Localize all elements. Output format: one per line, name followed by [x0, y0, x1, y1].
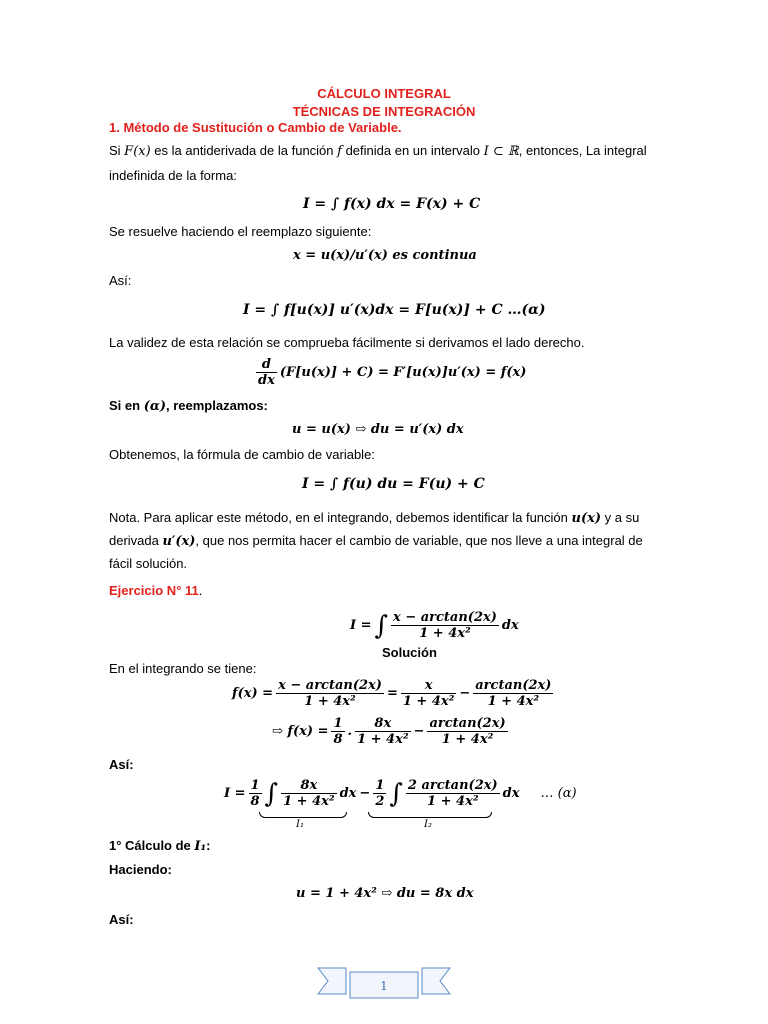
nota-text-1b: y a su	[601, 510, 640, 525]
intro-text-d: , entonces, La integral	[518, 143, 647, 158]
fx2-frac-1: $\frac{8x}{\text{1 + 4x²}}$	[357, 716, 409, 747]
exercise-heading	[109, 583, 202, 598]
nota-line-3: fácil solución.	[109, 556, 188, 571]
label-I2: I₂	[424, 819, 432, 830]
fx-decomposition: f(x) = $\frac{x - \arctan(2x)}{\text{1 + 4x²}}$ = $\frac{x}{\text{1 + 4x²}}$ − $\frac{\arctan(2x)}{\text{1 + 4x²}}$	[232, 678, 552, 709]
fx-frac-2: $\frac{x}{\text{1 + 4x²}}$	[402, 678, 455, 709]
page-subtitle: TÉCNICAS DE INTEGRACIÓN	[292, 104, 476, 119]
nota-text-2a: derivada	[109, 533, 163, 548]
integral-split: I = $\frac{1}{8}$ ∫ $\frac{8x}{\text{1 + 4x²}}$ dx − $\frac{1}{2}$ ∫ $\frac{2 \arctan(2x)}{\text{1 + 4x²}}$ dx … (α)	[224, 778, 577, 809]
underbrace-1	[259, 812, 347, 818]
intro-text-c: definida en un intervalo	[341, 143, 484, 158]
fx-lhs: f(x) =	[232, 686, 274, 701]
equation-3: I = ∫ f[u(x)] u′(x)dx = F[u(x)] + C …(α)	[243, 302, 546, 318]
calculo-I1: 1° Cálculo de I₁:	[109, 838, 211, 854]
split-dx-2: dx	[502, 786, 520, 801]
math-interval: I ⊂ ℝ	[483, 144, 519, 159]
fx-frac-1: $\frac{x - \arctan(2x)}{\text{1 + 4x²}}$	[278, 678, 382, 709]
intro-line-1	[109, 143, 647, 159]
split-frac-1: $\frac{8x}{\text{1 + 4x²}}$	[283, 778, 335, 809]
math-ux: u(x)	[571, 511, 602, 526]
split-lhs: I =	[224, 786, 246, 801]
text-integrando: En el integrando se tiene:	[109, 661, 257, 676]
split-frac-2: $\frac{2 \arctan(2x)}{\text{1 + 4x²}}$	[407, 778, 498, 809]
exercise-fraction: $\frac{x - \arctan(2x)}{\text{1 + 4x²}}$	[393, 610, 497, 641]
equation-4	[256, 357, 529, 388]
math-Fx: F(x)	[124, 144, 151, 159]
text-si-en	[109, 398, 268, 414]
si-en-a: Si en	[109, 398, 144, 413]
math-f: f	[337, 144, 342, 159]
text-asi-2: Así:	[109, 757, 134, 772]
solution-label: Solución	[382, 645, 437, 660]
nota-text-2b: , que nos permita hacer el cambio de variable, que nos lleve a una integral de	[195, 533, 643, 548]
text-resuelve: Se resuelve haciendo el reemplazo siguiente:	[109, 224, 372, 239]
nota-line-1	[109, 510, 639, 526]
calculo-I1-symbol: I₁	[194, 839, 207, 854]
derivative-operator: $\frac{d}{dx}$	[258, 357, 275, 388]
underbrace-2	[368, 812, 492, 818]
exercise-I: I =	[350, 618, 372, 633]
text-asi-1: Así:	[109, 273, 132, 288]
fx-frac-3: $\frac{\arctan(2x)}{\text{1 + 4x²}}$	[475, 678, 552, 709]
section-heading: 1. Método de Sustitución o Cambio de Variable.	[109, 120, 402, 135]
exercise-dot: .	[198, 583, 203, 598]
split-coef-1: $\frac{1}{8}$	[250, 778, 260, 809]
text-obtenemos: Obtenemos, la fórmula de cambio de variable:	[109, 447, 375, 462]
intro-line-2: indefinida de la forma:	[109, 168, 237, 183]
exercise-dx: dx	[501, 618, 519, 633]
equation-6: I = ∫ f(u) du = F(u) + C	[302, 476, 485, 492]
integral-sign: ∫	[374, 610, 389, 641]
nota-text-1a: Nota. Para aplicar este método, en el integrando, debemos identificar la función	[109, 510, 572, 525]
text-validez: La validez de esta relación se comprueba fácilmente si derivamos el lado derecho.	[109, 335, 585, 350]
calculo-label: 1° Cálculo de	[109, 838, 195, 853]
text-haciendo: Haciendo:	[109, 862, 172, 877]
integral-sign-1: ∫	[264, 778, 279, 809]
fx2-coef: $\frac{1}{8}$	[333, 716, 343, 747]
split-coef-2: $\frac{1}{2}$	[375, 778, 385, 809]
equation-5: u = u(x) ⇨ du = u′(x) dx	[292, 422, 464, 437]
intro-text-a: Si	[109, 143, 125, 158]
equation-4-rhs: (F[u(x)] + C) = F′[u(x)]u′(x) = f(x)	[279, 365, 527, 380]
intro-text-b: es la antiderivada de la función	[150, 143, 338, 158]
page-title: CÁLCULO INTEGRAL	[317, 86, 451, 101]
page-number: 1	[380, 979, 388, 993]
split-tag: … (α)	[540, 786, 577, 801]
exercise-integral	[350, 610, 522, 641]
integral-sign-2: ∫	[389, 778, 403, 809]
math-upx: u′(x)	[162, 534, 196, 549]
label-I1: I₁	[296, 819, 304, 830]
fx2-frac-2: $\frac{\arctan(2x)}{\text{1 + 4x²}}$	[429, 716, 506, 747]
split-dx-1: dx	[339, 786, 357, 801]
nota-line-2	[109, 533, 643, 549]
equation-2: x = u(x)/u′(x) es continua	[293, 248, 477, 263]
fx2-lhs: ⇨ f(x) =	[272, 724, 329, 739]
fx-rewrite: ⇨ f(x) = $\frac{1}{8}$ . $\frac{8x}{\text{1 + 4x²}}$ − $\frac{\arctan(2x)}{\text{1 + 4x²}}$	[272, 716, 506, 747]
exercise-label: Ejercicio N° 11	[109, 583, 199, 598]
substitution-eq: u = 1 + 4x² ⇨ du = 8x dx	[296, 886, 474, 901]
alpha-ref: (α)	[143, 399, 166, 414]
equation-1: I = ∫ f(x) dx = F(x) + C	[303, 196, 481, 212]
si-en-b: , reemplazamos:	[166, 398, 268, 413]
text-asi-3: Así:	[109, 912, 134, 927]
